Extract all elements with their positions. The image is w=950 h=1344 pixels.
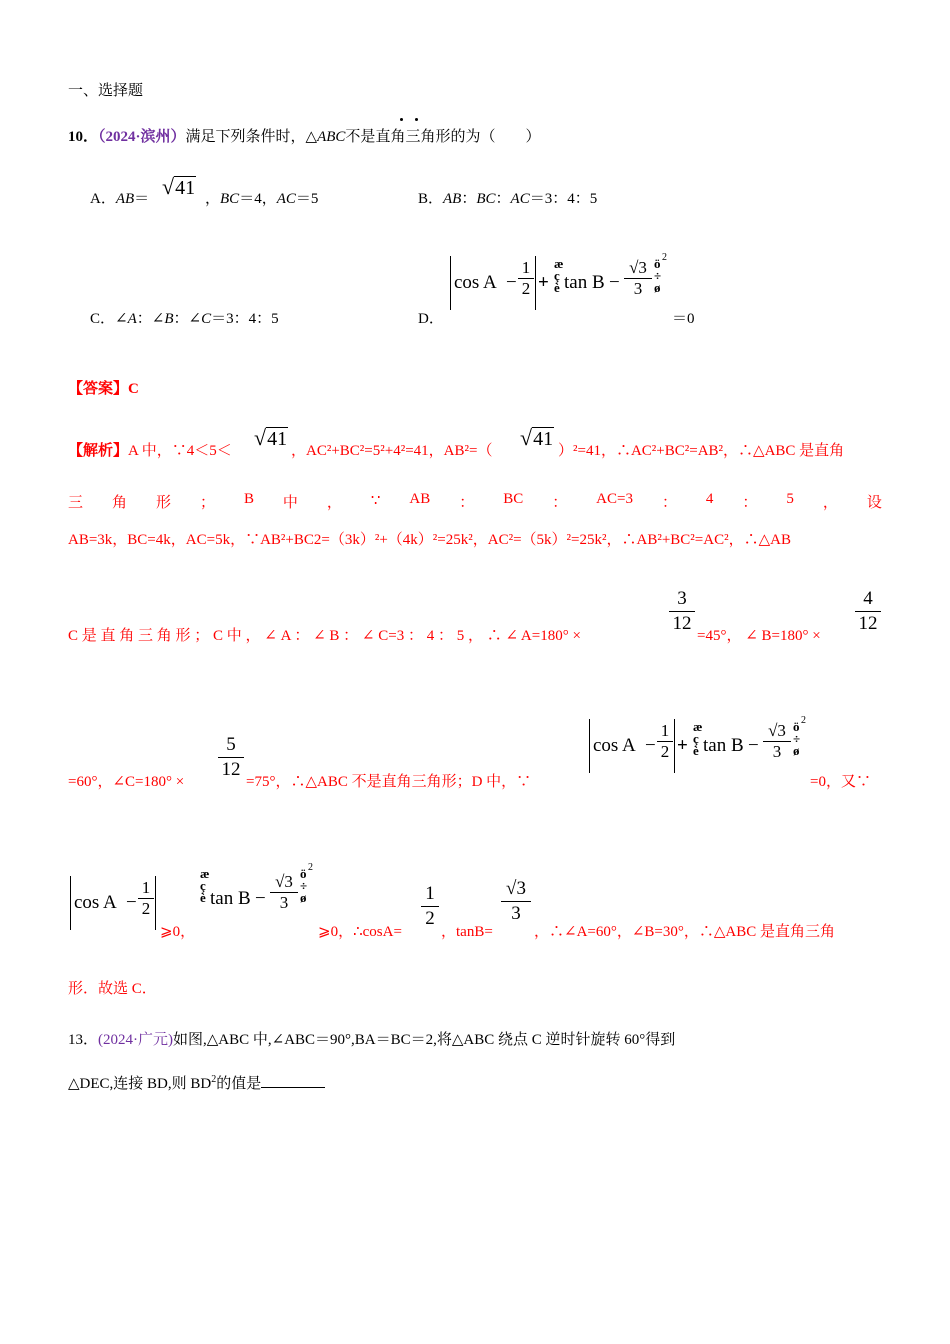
- analysis-line-1c: ）²=41，∴AC²+BC²=AB²，∴△ABC 是直角: [558, 443, 845, 459]
- fraction-4-12: 4 12: [855, 588, 881, 635]
- section-title: 一、选择题: [68, 83, 144, 99]
- option-a: [90, 187, 149, 208]
- analysis-line-5b: =75°，∴△ABC 不是直角三角形；D 中，∵: [246, 774, 532, 790]
- analysis-line-6c: ，tanB=: [441, 924, 493, 940]
- emphasis-dot: [400, 118, 403, 121]
- question-10-stem: [68, 125, 540, 146]
- option-a-label: A．: [90, 191, 116, 207]
- option-d-expression: cos A − 1 2 + æ ç è tan B − √3 3 ö ÷ ø 2: [448, 252, 673, 314]
- question-13-line-1: 13．(2024·广元)如图,△ABC 中,∠ABC＝90°,BA＝BC＝2,将△ABC 绕点 C 逆时针旋转 60°得到: [68, 1032, 676, 1048]
- analysis-line-5c: =0，又∵: [810, 774, 871, 790]
- analysis-line-1b: ，AC²+BC²=5²+4²=41，AB²=（: [291, 443, 493, 459]
- question-number: 10．: [68, 129, 99, 145]
- analysis-line-6a: ⩾0，: [160, 924, 196, 940]
- analysis-line-2: 三 角 形 ； B 中 ， ∵ AB ： BC ： AC=3 ： 4 ： 5 ， 设: [68, 491, 882, 511]
- question-source: (2024·广元): [98, 1032, 174, 1048]
- analysis-line-1a: 【解析】A 中，∵4＜5＜: [68, 443, 232, 459]
- question-number: 13．: [68, 1032, 99, 1048]
- option-a-eq: ＝: [134, 191, 150, 207]
- analysis-sqrt-1: √41: [254, 425, 288, 450]
- option-c: C．∠A：∠B：∠C＝3：4：5: [90, 311, 279, 327]
- analysis-line-5a: =60°，∠C=180° ×: [68, 774, 185, 790]
- answer-blank[interactable]: [261, 1073, 325, 1088]
- option-a-ab: AB: [115, 191, 135, 207]
- stem-emphasis: 不是: [345, 129, 376, 145]
- option-c-label: C．: [90, 311, 116, 327]
- answer-label: 【答案】C: [68, 381, 139, 397]
- option-a-sqrt: √41: [162, 174, 196, 199]
- emphasis-dot: [415, 118, 418, 121]
- analysis-sqrt-2: √41: [520, 425, 554, 450]
- analysis-square-tan: æ ç è tan B − √3 3 ö ÷ ø 2: [200, 862, 313, 912]
- fraction-sqrt3-3: √3 3: [501, 878, 531, 925]
- analysis-expression-1: cos A − 1 2 + æ ç è tan B − √3 3 ö ÷ ø 2: [587, 715, 812, 777]
- analysis-line-4b: =45°， ∠ B=180° ×: [697, 628, 821, 644]
- stem-text-pre: 满足下列条件时，△: [185, 129, 318, 145]
- stem-abc: ABC: [317, 129, 346, 145]
- option-b: B．AB：BC：AC＝3：4：5: [418, 191, 598, 207]
- stem-text-post: 直角三角形的为（ ）: [375, 129, 541, 145]
- option-d-label: D．: [418, 311, 444, 327]
- analysis-line-7: 形．故选 C．: [68, 981, 157, 997]
- analysis-line-4a: C 是 直 角 三 角 形 ； C 中 ， ∠ A ： ∠ B ： ∠ C=3 ： 4 ： 5 ， ∴ ∠ A=180° ×: [68, 628, 581, 644]
- fraction-3-12: 3 12: [669, 588, 695, 635]
- fraction-5-12: 5 12: [218, 734, 244, 781]
- option-b-label: B．: [418, 191, 444, 207]
- option-a-rest: ，BC＝4，AC＝5: [205, 191, 319, 207]
- analysis-line-6d: ，∴∠A=60°，∠B=30°，∴△ABC 是直角三角: [534, 924, 836, 940]
- question-source: （2024·滨州）: [98, 129, 186, 145]
- option-d-eq: ＝0: [672, 311, 695, 327]
- analysis-line-6b: ⩾0，∴cosA=: [318, 924, 402, 940]
- analysis-label: 【解析】: [68, 443, 129, 459]
- analysis-line-3: AB=3k，BC=4k，AC=5k，∵AB²+BC2=（3k）²+（4k）²=25k²，AC²=（5k）²=25k²，∴AB²+BC²=AC²，∴△AB: [68, 532, 791, 548]
- question-13-line-2: △DEC,连接 BD,则 $BD^2$的值是: [68, 1072, 325, 1093]
- fraction-1-2: 1 2: [421, 883, 439, 930]
- analysis-abs-cos: cos A − 1 2: [68, 872, 158, 934]
